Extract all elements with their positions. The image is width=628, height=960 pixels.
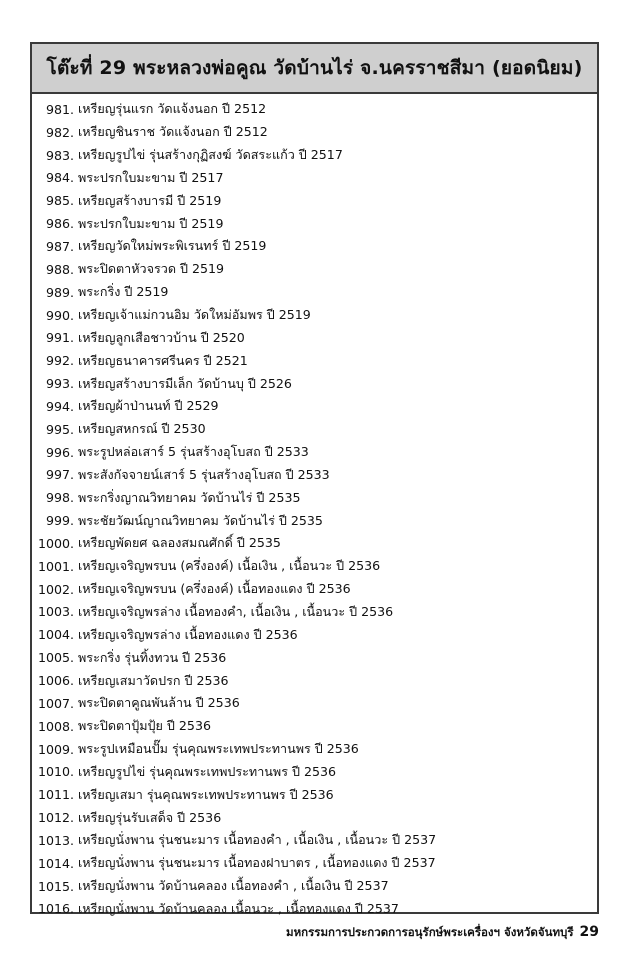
item-text: เหรียญพัดยศ ฉลองสมณศักดิ์ ปี 2535 <box>78 535 281 551</box>
list-item <box>32 441 597 464</box>
list-item <box>32 349 597 372</box>
item-number: 1011. <box>37 787 74 803</box>
item-text: เหรียญเจริญพรบน (ครึ่งองค์) เนื้อทองแดง ปี 2536 <box>78 581 351 597</box>
list-item <box>32 738 597 761</box>
item-number: 999. <box>45 513 74 529</box>
item-text: พระปรกใบมะขาม ปี 2517 <box>78 169 224 185</box>
list-item <box>32 464 597 487</box>
list-item <box>32 532 597 555</box>
list-item <box>32 121 597 144</box>
page-footer <box>0 924 599 942</box>
item-number: 990. <box>45 307 74 323</box>
item-number: 994. <box>45 398 74 414</box>
item-number: 992. <box>45 353 74 369</box>
list-item <box>32 372 597 395</box>
item-text: เหรียญรูปไข่ รุ่นสร้างกุฏิสงฆ์ วัดสระแก้ว ปี 2517 <box>78 147 343 163</box>
item-number: 995. <box>45 421 74 437</box>
item-text: เหรียญวัดใหม่พระพิเรนทร์ ปี 2519 <box>78 238 267 254</box>
item-text: เหรียญเจริญพรบน (ครึ่งองค์) เนื้อเงิน , เนื้อนวะ ปี 2536 <box>78 558 381 574</box>
item-text: พระกริ่ง ปี 2519 <box>78 284 169 300</box>
list-item <box>32 760 597 783</box>
item-text: เหรียญผ้าป่านนท์ ปี 2529 <box>78 398 219 414</box>
item-text: พระรูปเหมือนปั๊ม รุ่นคุณพระเทพประทานพร ปี 2536 <box>78 741 359 757</box>
item-number: 1001. <box>37 558 74 574</box>
item-text: เหรียญนั่งพาน วัดบ้านคลอง เนื้อทองคำ , เนื้อเงิน ปี 2537 <box>78 878 389 894</box>
item-number: 1015. <box>37 878 74 894</box>
item-text: เหรียญเจ้าแม่กวนอิม วัดใหม่อัมพร ปี 2519 <box>78 307 311 323</box>
item-text: เหรียญเสมาวัดปรก ปี 2536 <box>78 672 229 688</box>
item-text: พระปรกใบมะขาม ปี 2519 <box>78 215 224 231</box>
page-title: โต๊ะที่ 29 พระหลวงพ่อคูณ วัดบ้านไร่ จ.นครราชสีมา (ยอดนิยม) <box>32 44 597 94</box>
item-text: เหรียญธนาคารศรีนคร ปี 2521 <box>78 352 248 368</box>
item-text: เหรียญเจริญพรล่าง เนื้อทองคำ, เนื้อเงิน , เนื้อนวะ ปี 2536 <box>78 603 394 619</box>
list-item <box>32 144 597 167</box>
item-number: 993. <box>45 376 74 392</box>
list-item <box>32 395 597 418</box>
item-text: พระชัยวัฒน์ญาณวิทยาคม วัดบ้านไร่ ปี 2535 <box>78 512 323 528</box>
item-text: พระปิดตาหัวจรวด ปี 2519 <box>78 261 225 277</box>
list-item <box>32 167 597 190</box>
item-number: 1004. <box>37 627 74 643</box>
item-number: 1016. <box>37 901 74 917</box>
item-text: พระสังกัจจายน์เสาร์ 5 รุ่นสร้างอุโบสถ ปี 2533 <box>78 466 330 482</box>
item-number: 1005. <box>37 650 74 666</box>
list-item <box>32 852 597 875</box>
item-number: 997. <box>45 467 74 483</box>
list-item <box>32 578 597 601</box>
list-item <box>32 486 597 509</box>
list-item <box>32 898 597 921</box>
item-text: เหรียญรุ่นรับเสด็จ ปี 2536 <box>78 809 222 825</box>
list-item <box>32 304 597 327</box>
item-number: 996. <box>45 444 74 460</box>
item-number: 1013. <box>37 832 74 848</box>
list-item <box>32 235 597 258</box>
list-item <box>32 418 597 441</box>
list-item <box>32 98 597 121</box>
item-number: 1003. <box>37 604 74 620</box>
item-number: 1014. <box>37 855 74 871</box>
item-text: พระปิดตาปุ้มปุ้ย ปี 2536 <box>78 718 211 734</box>
list-item <box>32 326 597 349</box>
item-text: เหรียญนั่งพาน รุ่นชนะมาร เนื้อทองฝาบาตร , เนื้อทองแดง ปี 2537 <box>78 855 436 871</box>
item-text: เหรียญสร้างบารมี ปี 2519 <box>78 192 222 208</box>
item-number: 1010. <box>37 764 74 780</box>
item-text: พระปิดตาคูณพันล้าน ปี 2536 <box>78 695 240 711</box>
item-text: พระกริ่ง รุ่นทิ้งทวน ปี 2536 <box>78 649 227 665</box>
item-number: 989. <box>45 284 74 300</box>
list-item <box>32 646 597 669</box>
list-item <box>32 875 597 898</box>
item-text: เหรียญเสมา รุ่นคุณพระเทพประทานพร ปี 2536 <box>78 786 334 802</box>
item-number: 1002. <box>37 581 74 597</box>
list-item <box>32 555 597 578</box>
item-number: 983. <box>45 147 74 163</box>
item-number: 982. <box>45 124 74 140</box>
item-number: 1012. <box>37 810 74 826</box>
item-number: 991. <box>45 330 74 346</box>
item-text: พระกริ่งญาณวิทยาคม วัดบ้านไร่ ปี 2535 <box>78 489 301 505</box>
item-number: 988. <box>45 261 74 277</box>
list-item <box>32 189 597 212</box>
item-number: 986. <box>45 216 74 232</box>
item-number: 985. <box>45 193 74 209</box>
list-item <box>32 281 597 304</box>
list-item <box>32 692 597 715</box>
list-item <box>32 212 597 235</box>
list-item <box>32 601 597 624</box>
item-text: เหรียญรุ่นแรก วัดแจ้งนอก ปี 2512 <box>78 101 267 117</box>
document-frame <box>30 42 599 917</box>
list-item <box>32 509 597 532</box>
item-number: 1007. <box>37 695 74 711</box>
item-text: เหรียญนั่งพาน รุ่นชนะมาร เนื้อทองคำ , เนื้อเงิน , เนื้อนวะ ปี 2537 <box>78 832 437 848</box>
item-text: เหรียญนั่งพาน วัดบ้านคลอง เนื้อนวะ , เนื้อทองแดง ปี 2537 <box>78 900 399 916</box>
item-number: 1006. <box>37 673 74 689</box>
list-item <box>32 258 597 281</box>
list-item <box>32 715 597 738</box>
amulet-list <box>32 98 597 920</box>
item-number: 984. <box>45 170 74 186</box>
item-number: 1000. <box>37 535 74 551</box>
item-number: 1008. <box>37 718 74 734</box>
item-number: 987. <box>45 238 74 254</box>
item-text: พระรูปหล่อเสาร์ 5 รุ่นสร้างอุโบสถ ปี 2533 <box>78 444 309 460</box>
footer-text: มหกรรมการประกวดการอนุรักษ์พระเครื่องฯ จังหวัดจันทบุรี <box>285 925 574 939</box>
item-number: 998. <box>45 490 74 506</box>
item-text: เหรียญสหกรณ์ ปี 2530 <box>78 421 206 437</box>
list-item <box>32 806 597 829</box>
page-number: 29 <box>579 924 599 940</box>
item-text: เหรียญลูกเสือชาวบ้าน ปี 2520 <box>78 329 245 345</box>
item-text: เหรียญสร้างบารมีเล็ก วัดบ้านบุ ปี 2526 <box>78 375 292 391</box>
item-text: เหรียญรูปไข่ รุ่นคุณพระเทพประทานพร ปี 2536 <box>78 763 337 779</box>
list-item <box>32 783 597 806</box>
list-item <box>32 623 597 646</box>
item-number: 1009. <box>37 741 74 757</box>
item-text: เหรียญเจริญพรล่าง เนื้อทองแดง ปี 2536 <box>78 626 298 642</box>
item-text: เหรียญชินราช วัดแจ้งนอก ปี 2512 <box>78 124 268 140</box>
item-number: 981. <box>45 101 74 117</box>
list-item <box>32 669 597 692</box>
list-item <box>32 829 597 852</box>
